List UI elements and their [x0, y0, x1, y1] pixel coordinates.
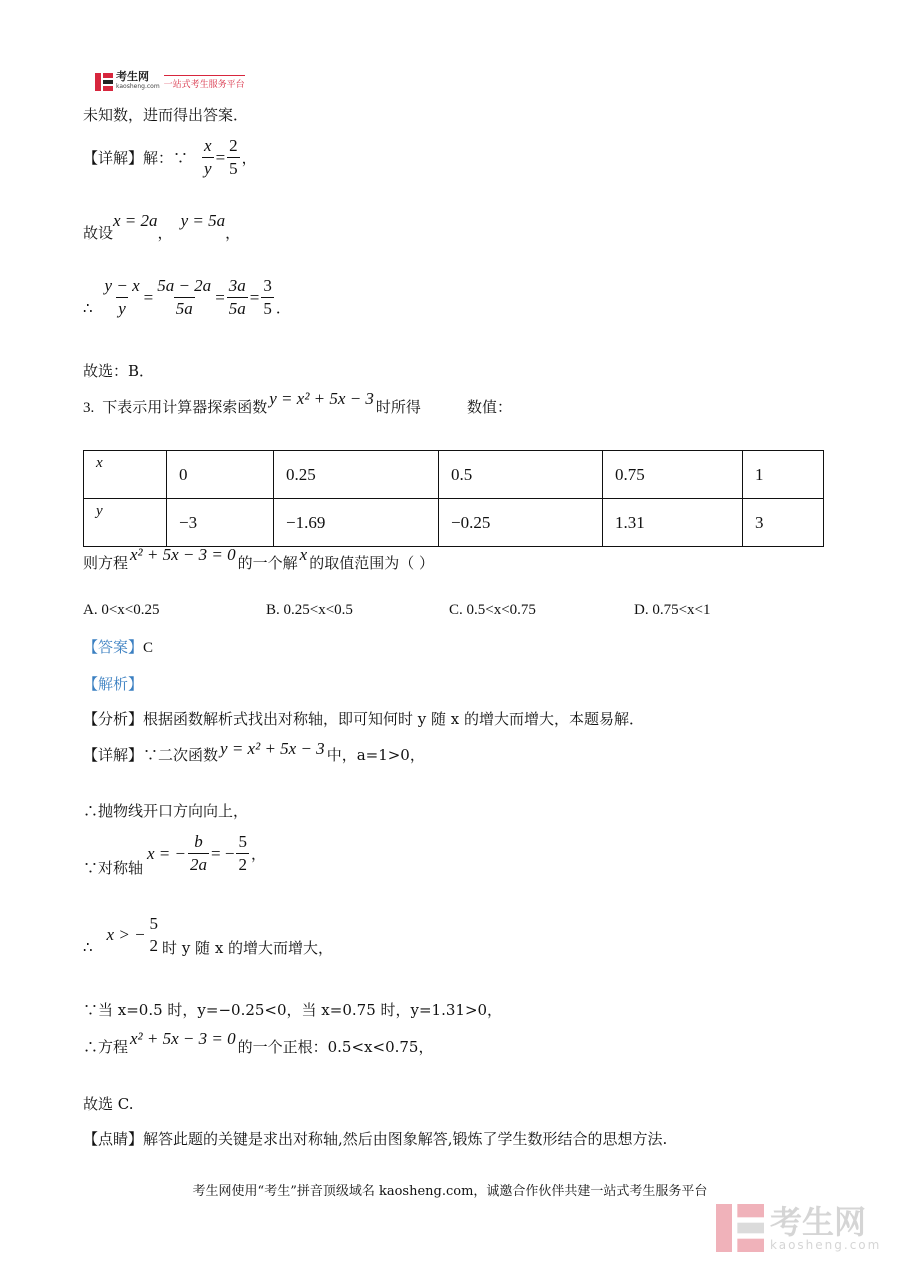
analysis-line: [83, 708, 644, 729]
table-cell: 0: [167, 451, 274, 499]
question-text-before: 下表示用计算器探索函数: [102, 398, 268, 416]
table-cell: −1.69: [274, 499, 439, 547]
detail-prefix-2: ∵二次函数: [143, 746, 219, 764]
header-logo: [95, 72, 245, 92]
assume-y: y = 5a: [180, 211, 226, 230]
fraction-3a-over-5a: $\frac{3a}{5a}$: [228, 276, 246, 318]
detail-function: y = x² + 5x − 3: [220, 739, 325, 758]
axis-prefix: ∵对称轴: [83, 859, 144, 877]
table-cell: 0.5: [439, 451, 603, 499]
equals-sign: =: [215, 147, 226, 167]
logo-text: 考生网: [116, 70, 149, 83]
increase-cond: x > −: [106, 925, 146, 944]
values-line: ∵当 x=0.5 时，y=−0.25<0，当 x=0.75 时，y=1.31>0，: [83, 1001, 503, 1019]
comment-text: 解答此题的关键是求出对称轴,然后由图象解答,锻炼了学生数形结合的思想方法.: [143, 1130, 668, 1148]
fraction-5-over-2: $\frac{5}{2}$: [238, 832, 247, 874]
answer-choice: 故选 C.: [83, 1095, 134, 1113]
prompt-line: [83, 545, 434, 573]
watermark-text: 考生网: [770, 1203, 867, 1241]
prev-choice: 故选：B．: [83, 362, 155, 380]
increase-text: 时 y 随 x 的增大而增大，: [162, 938, 334, 957]
answer-line: [83, 636, 153, 657]
prompt-after: 的取值范围为（ ）: [309, 554, 434, 572]
assume-tail: ，: [225, 224, 241, 242]
root-line: [83, 1029, 434, 1057]
root-text: 的一个正根：0.5<x<0.75，: [237, 1038, 434, 1056]
table-row-x: [84, 451, 824, 499]
value-table: [83, 450, 824, 547]
question-text-after: 时所得: [375, 398, 421, 416]
comma: ，: [241, 149, 257, 167]
footer-text: 考生网使用“考生”拼音顶级域名 kaosheng.com，诚邀合作伙伴共建一站式考生服务平台: [192, 1184, 708, 1199]
assume-x: x = 2a: [113, 211, 158, 230]
table-cell: −3: [167, 499, 274, 547]
detail-line: [83, 739, 425, 765]
fraction-5-over-2-b: 5 2: [149, 914, 159, 955]
option-c[interactable]: C. 0.5<x<0.75: [449, 602, 536, 618]
question-line: [83, 389, 512, 417]
detail-prefix: 解：∵: [143, 149, 189, 167]
comment-label: 【点睛】: [83, 1130, 144, 1148]
assume-sep: ，: [157, 224, 173, 242]
root-eq: x² + 5x − 3 = 0: [130, 1029, 236, 1048]
axis-line: [83, 832, 266, 875]
prev-intro: 未知数，进而得出答案．: [83, 106, 249, 124]
assume-prefix: 故设: [83, 224, 114, 242]
comment-line: [83, 1128, 667, 1149]
fraction-x-over-y: $\frac{x}{y}$: [204, 136, 212, 178]
watermark: [716, 1204, 881, 1252]
increase-line: [83, 914, 333, 956]
question-number: 3.: [83, 400, 95, 416]
chain-line: [83, 276, 291, 319]
watermark-sub: kaosheng.com: [770, 1238, 882, 1252]
prev-detail-line: [83, 136, 257, 179]
logo-sub: kaosheng.com: [116, 83, 160, 90]
therefore-symbol: ∴: [83, 298, 93, 317]
increase-prefix: ∴: [83, 938, 93, 956]
table-cell: 1.31: [603, 499, 743, 547]
axis-lhs: x = −: [147, 843, 187, 863]
question-text-end: 数值：: [466, 398, 512, 416]
analysis-text: 根据函数解析式找出对称轴，即可知何时 y 随 x 的增大而增大，本题易解．: [143, 710, 645, 728]
opens-line: ∴抛物线开口方向向上，: [83, 802, 249, 820]
option-a[interactable]: A. 0<x<0.25: [83, 602, 160, 618]
fraction-b-over-2a: $\frac{b}{2a}$: [190, 832, 208, 874]
table-cell: 3: [743, 499, 824, 547]
prompt-before: 则方程: [83, 554, 129, 572]
axis-mid: = −: [211, 843, 235, 863]
period: ．: [275, 299, 291, 317]
comma: ，: [250, 845, 266, 863]
fraction-5a-minus-2a: $\frac{5a - 2a}{5a}$: [157, 276, 212, 318]
table-row-y: [84, 499, 824, 547]
logo-slogan: 一站式考生服务平台: [164, 75, 245, 90]
table-cell: −0.25: [439, 499, 603, 547]
analysis-label: 【解析】: [83, 675, 144, 693]
prompt-var: x: [299, 545, 308, 564]
equals-sign: =: [215, 287, 225, 307]
root-prefix: ∴方程: [83, 1038, 129, 1056]
fraction-3-over-5: $\frac{3}{5}$: [263, 276, 272, 318]
fraction-2-over-5: $\frac{2}{5}$: [229, 136, 238, 178]
prompt-equation: x² + 5x − 3 = 0: [130, 545, 236, 564]
analysis-head: 【分析】: [83, 710, 144, 728]
equals-sign: =: [249, 287, 260, 307]
table-cell: 0.75: [603, 451, 743, 499]
watermark-logo-icon: [716, 1204, 764, 1252]
logo-mark-icon: [95, 73, 113, 91]
detail-label-2: 【详解】: [83, 746, 144, 764]
answer-value: C: [143, 640, 154, 656]
table-row-label-x: x: [84, 451, 167, 499]
option-d[interactable]: D. 0.75<x<1: [634, 602, 711, 618]
table-row-label-y: y: [84, 499, 167, 547]
detail-suffix: 中，a=1>0，: [326, 746, 425, 764]
answer-label: 【答案】: [83, 638, 144, 656]
table-cell: 0.25: [274, 451, 439, 499]
option-b[interactable]: B. 0.25<x<0.5: [266, 602, 353, 618]
assume-line: [83, 211, 241, 242]
fraction-y-minus-x: $\frac{y - x}{y}$: [104, 276, 140, 318]
detail-label: 【详解】: [83, 149, 144, 167]
prompt-mid: 的一个解: [237, 554, 298, 572]
equals-sign: =: [143, 287, 154, 307]
question-function: y = x² + 5x − 3: [269, 389, 374, 408]
table-cell: 1: [743, 451, 824, 499]
